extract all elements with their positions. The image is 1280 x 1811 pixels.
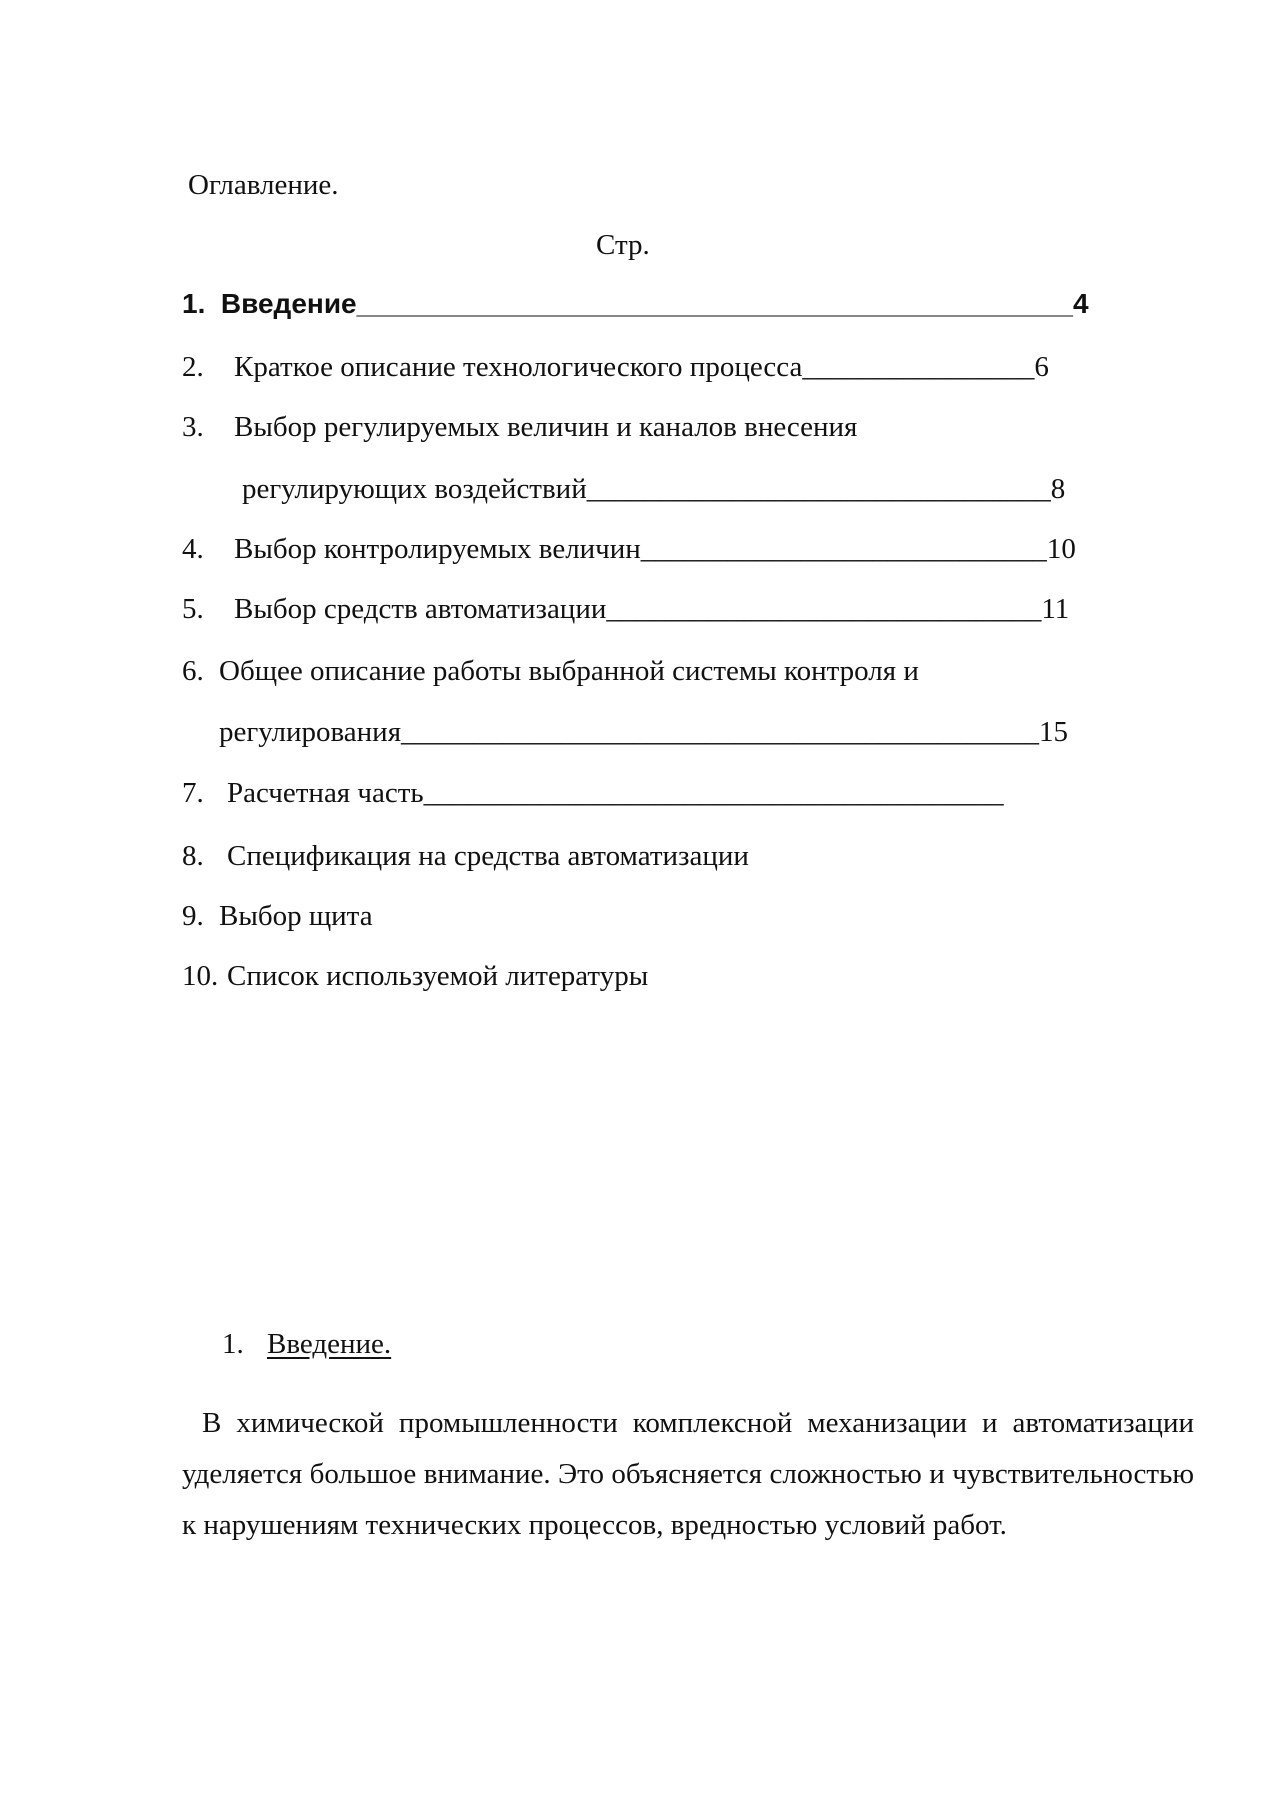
toc-item-text: регулирующих воздействий________________________________: [242, 473, 1051, 505]
toc-title: Оглавление.: [188, 169, 339, 201]
toc-item-3-continuation: [242, 471, 1065, 507]
toc-item-number-10: 10.: [182, 960, 219, 992]
toc-item-2: [234, 349, 1049, 385]
page-column-label: Стр.: [596, 229, 650, 261]
toc-item-number: 1.: [182, 288, 206, 319]
toc-item-5: [234, 591, 1069, 627]
toc-item-6-continuation: [219, 714, 1068, 750]
toc-item-number-8: 8.: [182, 840, 204, 872]
toc-item-text: Выбор контролируемых величин____________________________: [234, 533, 1047, 565]
toc-item-page: 15: [1039, 716, 1069, 748]
toc-item-number-3: 3.: [182, 411, 204, 443]
toc-item-8: Спецификация на средства автоматизации: [227, 840, 749, 872]
toc-item-6: Общее описание работы выбранной системы контроля и: [219, 655, 919, 687]
toc-item-number-2: 2.: [182, 351, 204, 383]
toc-item-10: Список используемой литературы: [227, 960, 649, 992]
toc-item-text: регулирования____________________________________________: [219, 716, 1040, 748]
toc-item-1: [182, 286, 1089, 322]
section-number: 1.: [222, 1328, 244, 1360]
toc-item-text: Введение______________________________________________: [220, 288, 1073, 319]
toc-item-number-4: 4.: [182, 533, 204, 565]
toc-item-number-7: 7.: [182, 777, 204, 809]
toc-item-number-5: 5.: [182, 593, 204, 625]
toc-item-page: 8: [1050, 473, 1066, 505]
toc-item-7: Расчетная часть________________________________________: [227, 777, 1004, 809]
toc-item-page: 11: [1041, 593, 1070, 625]
toc-item-text: Краткое описание технологического процесса________________: [234, 351, 1035, 383]
toc-item-3: Выбор регулируемых величин и каналов внесения: [234, 411, 858, 443]
toc-item-number-6: 6.: [182, 655, 204, 687]
intro-paragraph: В химической промышленности комплексной механизации и автоматизации уделяется большое внимание. Это объясняется сложностью и чувствительностью к нарушениям технических процессов, вредностью условий работ.: [182, 1407, 1194, 1541]
toc-item-number-9: 9.: [182, 900, 204, 932]
section-heading: Введение.: [267, 1328, 392, 1360]
toc-item-text: Выбор средств автоматизации______________________________: [234, 593, 1042, 625]
toc-item-page: 4: [1072, 288, 1089, 319]
toc-item-9: Выбор щита: [219, 900, 373, 932]
toc-item-4: [234, 531, 1076, 567]
toc-item-page: 10: [1046, 533, 1076, 565]
toc-item-page: 6: [1034, 351, 1049, 383]
